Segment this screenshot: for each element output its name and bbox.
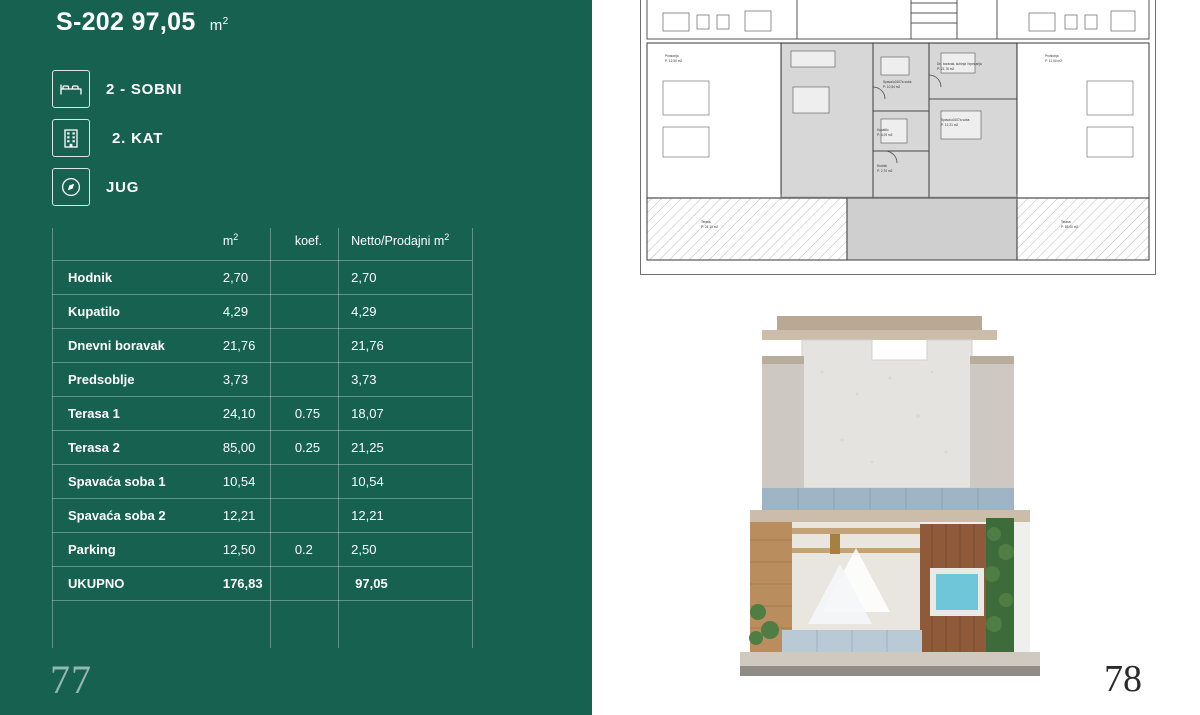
row-m2: 3,73 bbox=[223, 363, 295, 397]
row-koef: 0.75 bbox=[295, 397, 351, 431]
feature-orientation bbox=[52, 166, 182, 208]
header-netto bbox=[351, 232, 472, 261]
svg-text:P: 10,54 m2: P: 10,54 m2 bbox=[883, 85, 901, 89]
table-row bbox=[52, 295, 472, 329]
table-row bbox=[52, 363, 472, 397]
row-m2: 4,29 bbox=[223, 295, 295, 329]
row-m2: 2,70 bbox=[223, 261, 295, 295]
row-koef bbox=[295, 261, 351, 295]
unit-area: 97,05 bbox=[131, 8, 196, 36]
total-koef bbox=[295, 567, 351, 601]
row-koef bbox=[295, 329, 351, 363]
svg-text:P: 4,29 m2: P: 4,29 m2 bbox=[877, 133, 893, 137]
svg-text:Terasa: Terasa bbox=[701, 220, 711, 224]
svg-text:Dn. boravak, kuhinja i trpezar: Dn. boravak, kuhinja i trpezarija bbox=[937, 62, 982, 66]
header-room bbox=[52, 232, 223, 261]
row-m2: 85,00 bbox=[223, 431, 295, 465]
row-koef: 0.25 bbox=[295, 431, 351, 465]
header-m2-text: m bbox=[222, 234, 234, 249]
feature-orientation-label: JUG bbox=[106, 178, 140, 196]
svg-text:P: 12,50 m2: P: 12,50 m2 bbox=[665, 59, 683, 63]
unit-area-unit-exponent: 2 bbox=[222, 16, 229, 27]
svg-text:Terasa: Terasa bbox=[1061, 220, 1071, 224]
row-koef bbox=[295, 465, 351, 499]
feature-floor-label: 2. KAT bbox=[112, 129, 164, 147]
unit-code: S-202 bbox=[56, 8, 125, 36]
svg-text:P: 21,76 m2: P: 21,76 m2 bbox=[937, 67, 955, 71]
row-netto: 3,73 bbox=[351, 363, 472, 397]
table-row bbox=[52, 465, 472, 499]
row-name: Spavaća soba 2 bbox=[52, 499, 223, 533]
row-koef: 0.2 bbox=[295, 533, 351, 567]
row-koef bbox=[295, 499, 351, 533]
row-m2: 12,50 bbox=[223, 533, 295, 567]
header-m2-exponent: 2 bbox=[233, 232, 239, 242]
header-m2 bbox=[223, 232, 295, 261]
row-netto: 18,07 bbox=[351, 397, 472, 431]
feature-floor bbox=[52, 117, 182, 159]
row-name: Terasa 1 bbox=[52, 397, 223, 431]
row-m2: 24,10 bbox=[223, 397, 295, 431]
page-number-right: 78 bbox=[1104, 658, 1142, 700]
row-name: Spavaća soba 1 bbox=[52, 465, 223, 499]
total-m2: 176,83 bbox=[223, 567, 295, 601]
svg-text:P: 12,21 m2: P: 12,21 m2 bbox=[941, 123, 959, 127]
total-name: UKUPNO bbox=[52, 567, 223, 601]
row-netto: 21,76 bbox=[351, 329, 472, 363]
svg-text:P: 24,10 m2: P: 24,10 m2 bbox=[701, 225, 719, 229]
feature-rooms-label: 2 - SOBNI bbox=[106, 80, 183, 98]
unit-area-unit bbox=[210, 17, 229, 34]
building-render bbox=[722, 312, 1072, 697]
header-netto-text: Netto/Prodajni m bbox=[351, 234, 445, 249]
row-netto: 4,29 bbox=[351, 295, 472, 329]
row-m2: 21,76 bbox=[223, 329, 295, 363]
areas-table-body bbox=[52, 261, 472, 601]
table-rule-right bbox=[472, 228, 473, 648]
unit-info-panel bbox=[0, 0, 592, 715]
table-total-row bbox=[52, 567, 472, 601]
row-name: Kupatilo bbox=[52, 295, 223, 329]
compass-icon bbox=[52, 168, 90, 206]
areas-table-wrapper bbox=[52, 232, 472, 601]
unit-area-unit-letter: m bbox=[209, 17, 223, 34]
row-netto: 10,54 bbox=[351, 465, 472, 499]
floor-plan-drawing bbox=[640, 0, 1156, 275]
row-name: Parking bbox=[52, 533, 223, 567]
table-row bbox=[52, 533, 472, 567]
page-title bbox=[56, 8, 228, 37]
svg-text:P: 2,70 m2: P: 2,70 m2 bbox=[877, 169, 893, 173]
svg-text:Prostorija: Prostorija bbox=[1045, 54, 1059, 58]
row-name: Terasa 2 bbox=[52, 431, 223, 465]
svg-text:P: 85,00 m2: P: 85,00 m2 bbox=[1061, 225, 1079, 229]
table-header-row bbox=[52, 232, 472, 261]
table-row bbox=[52, 499, 472, 533]
feature-rooms bbox=[52, 68, 182, 110]
svg-text:Kupatilo: Kupatilo bbox=[877, 128, 889, 132]
row-netto: 12,21 bbox=[351, 499, 472, 533]
row-m2: 10,54 bbox=[223, 465, 295, 499]
building-icon bbox=[52, 119, 90, 157]
areas-table bbox=[52, 232, 472, 601]
row-netto: 21,25 bbox=[351, 431, 472, 465]
svg-text:P: 11,00 m2: P: 11,00 m2 bbox=[1045, 59, 1062, 63]
row-netto: 2,50 bbox=[351, 533, 472, 567]
plan-and-render-panel bbox=[592, 0, 1200, 715]
svg-text:Hodnik: Hodnik bbox=[877, 164, 887, 168]
table-row bbox=[52, 397, 472, 431]
row-m2: 12,21 bbox=[223, 499, 295, 533]
total-netto: 97,05 bbox=[351, 567, 472, 601]
svg-text:Spava\u0107a soba: Spava\u0107a soba bbox=[941, 118, 970, 122]
table-row bbox=[52, 261, 472, 295]
row-name: Dnevni boravak bbox=[52, 329, 223, 363]
bed-icon bbox=[52, 70, 90, 108]
feature-list bbox=[52, 68, 182, 215]
row-koef bbox=[295, 295, 351, 329]
row-netto: 2,70 bbox=[351, 261, 472, 295]
table-row bbox=[52, 329, 472, 363]
header-netto-exponent: 2 bbox=[444, 232, 450, 242]
page-number-left: 77 bbox=[50, 657, 92, 702]
svg-text:Spava\u0107a soba: Spava\u0107a soba bbox=[883, 80, 912, 84]
header-koef: koef. bbox=[294, 234, 322, 249]
row-koef bbox=[295, 363, 351, 397]
row-name: Predsoblje bbox=[52, 363, 223, 397]
table-row bbox=[52, 431, 472, 465]
svg-text:Prostorija: Prostorija bbox=[665, 54, 679, 58]
row-name: Hodnik bbox=[52, 261, 223, 295]
